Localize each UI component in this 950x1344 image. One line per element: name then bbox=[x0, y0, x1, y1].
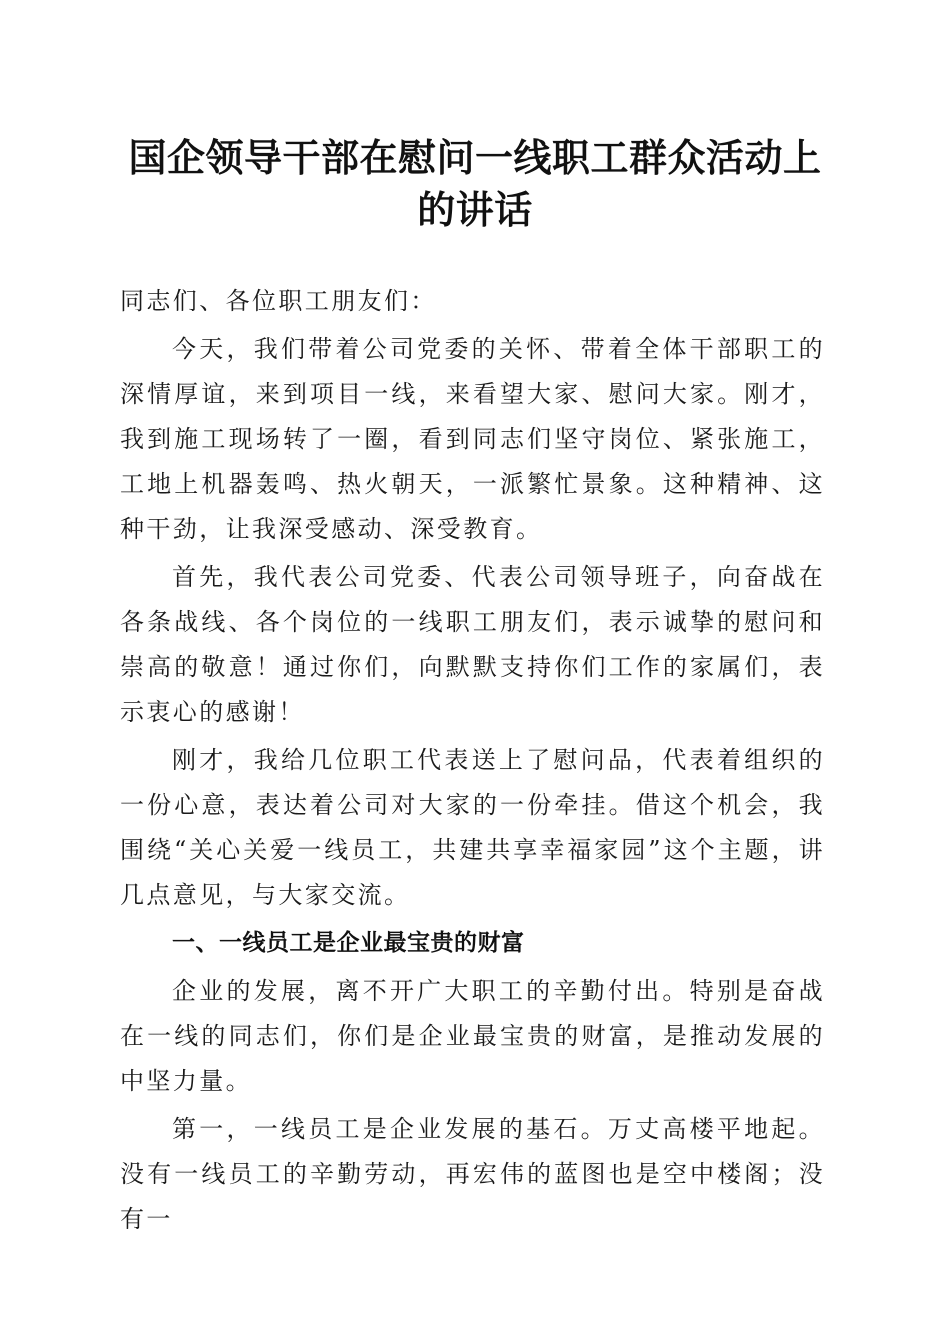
paragraph: 首先，我代表公司党委、代表公司领导班子，向奋战在各条战线、各个岗位的一线职工朋友们，表示诚挚的慰问和崇高的敬意！通过你们，向默默支持你们工作的家属们，表示衷心的感谢！ bbox=[120, 563, 825, 726]
salutation: 同志们、各位职工朋友们： bbox=[120, 287, 437, 315]
document-title: 国企领导干部在慰问一线职工群众活动上的讲话 bbox=[128, 135, 822, 232]
paragraph: 今天，我们带着公司党委的关怀、带着全体干部职工的深情厚谊，来到项目一线，来看望大家、慰问大家。刚才，我到施工现场转了一圈，看到同志们坚守岗位、紧张施工，工地上机器轰鸣、热火朝天，一派繁忙景象。这种精神、这种干劲，让我深受感动、深受教育。 bbox=[120, 335, 825, 543]
document-body bbox=[120, 279, 825, 1245]
paragraph bbox=[120, 1107, 825, 1242]
section-heading: 一、一线员工是企业最宝贵的财富 bbox=[172, 930, 525, 956]
paragraph: 刚才，我给几位职工代表送上了慰问品，代表着组织的一份心意，表达着公司对大家的一份牵挂。借这个机会，我围绕“关心关爱一线员工，共建共享幸福家园”这个主题，讲几点意见，与大家交流。 bbox=[120, 746, 825, 909]
point-text: 万丈高楼平地起。没有一线员工的辛勤劳动，再宏伟的蓝图也是空中楼阁；没有一 bbox=[120, 1115, 825, 1233]
paragraph: 企业的发展，离不开广大职工的辛勤付出。特别是奋战在一线的同志们，你们是企业最宝贵的财富，是推动发展的中坚力量。 bbox=[120, 977, 825, 1095]
point-lead: 第一，一线员工是企业发展的基石。 bbox=[172, 1115, 608, 1143]
